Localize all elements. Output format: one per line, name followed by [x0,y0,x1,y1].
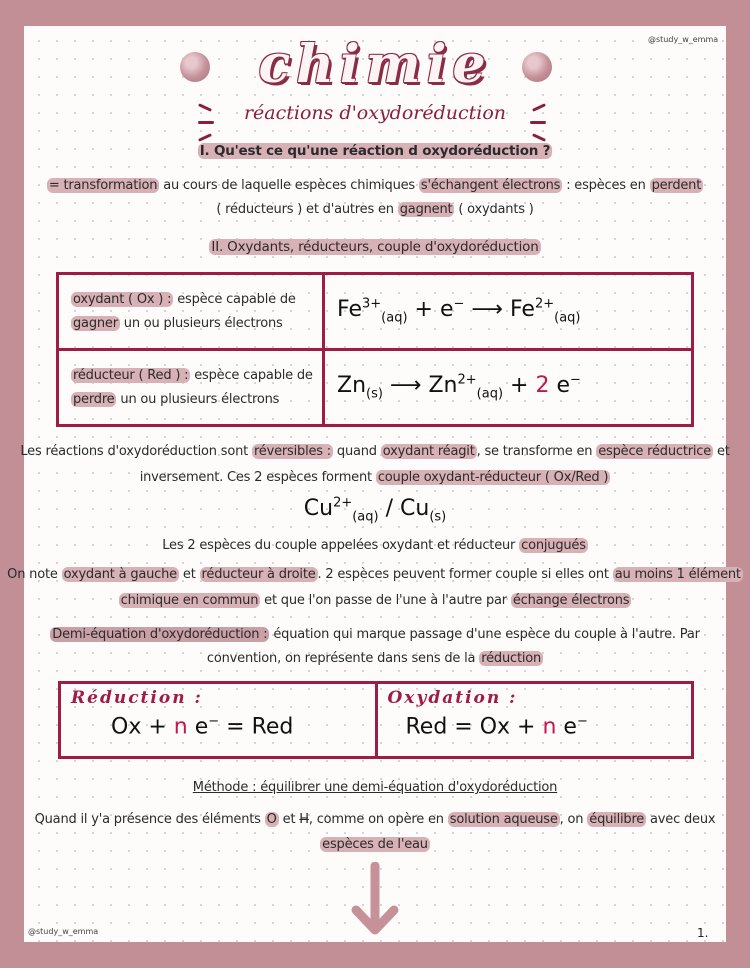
text: inversement. Ces 2 espèces forment [139,470,376,485]
state: (aq) [381,310,408,326]
oxydation-title: Oxydation : [387,688,518,708]
oxidant-definition-cell [58,274,324,350]
text: espèce capable de [173,292,296,307]
text: un ou plusieurs électrons [116,392,280,407]
text: ( réducteurs ) et d'autres en [216,202,398,217]
text: et [278,812,300,827]
definition-table [56,272,694,427]
arrow-icon: ⟶ [382,373,429,399]
half-equation-boxes [58,681,694,759]
watermark-bottom: @study_w_emma [28,927,99,936]
para4-line2 [0,651,750,666]
text: équation qui marque passage d'une espèce du couple à l'autre. Par [269,627,700,642]
text: un ou plusieurs électrons [119,316,283,331]
method-line1 [0,812,750,827]
electron: + e [407,297,454,323]
text: espèce capable de [190,368,313,383]
coefficient: n [542,714,557,740]
down-arrow-icon [348,862,402,938]
highlight: chimique en commun [120,593,259,608]
section2-heading-text: II. Oxydants, réducteurs, couple d'oxydoréduction [211,239,539,255]
charge: − [453,297,465,313]
page-number: 1. [697,926,709,940]
oxydation-formula [388,714,682,739]
charge: − [576,714,588,729]
text: , on [559,812,588,827]
highlight: espèce réductrice [598,444,712,459]
reduction-title: Réduction : [71,688,203,708]
highlight: échange électrons [512,593,630,608]
state: (s) [429,509,447,525]
para2 [0,538,750,553]
para1-line1 [0,444,750,459]
highlight: réduction [481,651,542,666]
electron: e [187,714,209,740]
text: convention, on représente dans sens de la [206,651,480,666]
method-line2 [0,837,750,852]
table-row [58,274,693,350]
highlight: conjugués [521,538,586,553]
highlight: réducteur à droite [201,567,316,582]
oxidant-half-equation [337,297,581,326]
highlight: oxydant à gauche [63,567,177,582]
text: ( oxydants ) [454,202,534,217]
highlight: Demi-équation d'oxydoréduction : [52,627,268,642]
highlight: gagnent [399,202,453,217]
couple-formula-row [0,496,750,525]
para1-line2 [0,470,750,485]
text: Ox + [111,714,174,740]
species: Zn [428,373,458,399]
highlight: solution aqueuse [449,812,558,827]
text: , se transforme en [476,444,597,459]
highlight: s'échangent électrons [420,178,561,193]
table-row [58,350,693,426]
text: et que l'on passe de l'une à l'autre par [260,593,511,608]
coefficient: 2 [535,373,550,399]
oxidant-def-line2 [71,316,283,331]
highlight: perdent [651,178,702,193]
text: et [178,567,200,582]
text: Les réactions d'oxydoréduction sont [20,444,252,459]
charge: − [569,373,581,389]
charge: − [208,714,220,729]
reduction-box [60,683,377,758]
reducer-half-equation [337,373,581,402]
text: , comme on opère en [308,812,448,827]
text: : espèces en [562,178,650,193]
text: Quand il y'a présence des éléments [34,812,265,827]
reducer-formula-cell [324,350,693,426]
text: Les 2 espèces du couple appelées oxydant et réducteur [162,538,520,553]
text: On note [7,567,62,582]
watermark-top: @study_w_emma [648,35,719,44]
highlight: = transformation [48,178,158,193]
coefficient: n [173,714,188,740]
species: Cu [400,496,430,522]
state: (aq) [554,310,581,326]
highlight: au moins 1 élément [614,567,741,582]
highlight: gagner [73,316,118,331]
charge: 2+ [333,496,353,511]
species: Cu [303,496,334,522]
species: Fe [509,297,535,323]
para3-line2 [0,593,750,608]
highlight: réversibles : [253,444,331,459]
species: Zn [337,373,367,399]
state: (aq) [352,509,379,525]
plus: + [503,373,536,399]
highlight: oxydant réagit [382,444,475,459]
text: = Red [219,714,294,740]
charge: 2+ [457,373,477,389]
state: (s) [366,386,383,402]
electron: e [549,373,570,399]
oxidant-term: oxydant ( Ox ) : [73,292,172,307]
section2-heading [0,239,750,255]
para3-line1 [0,567,750,582]
copper-couple-formula [303,496,447,525]
reducer-def-line2 [71,392,279,407]
species: Fe [337,297,362,323]
text: H [299,812,309,827]
highlight: espèces de l'eau [322,837,428,852]
highlight: perdre [73,392,115,407]
charge: 3+ [362,297,382,313]
text: Red = Ox + [405,714,543,740]
page-subtitle: réactions d'oxydoréduction [243,102,507,124]
separator: / [378,496,401,522]
electron: e [556,714,577,740]
text: au cours de laquelle espèces chimiques [159,178,419,193]
arrow-icon: ⟶ [464,297,510,323]
charge: 2+ [534,297,555,313]
text: quand [332,444,381,459]
oxydation-box [376,683,693,758]
reducer-definition-cell [58,350,324,426]
reduction-formula [71,714,365,739]
text: avec deux [646,812,716,827]
state: (aq) [476,386,504,402]
section1-heading-text: I. Qu'est ce qu'une réaction d oxydoréduction ? [199,143,551,159]
table-row [60,683,693,758]
method-heading: Méthode : équilibrer une demi-équation d'oxydoréduction [192,780,558,795]
para4-line1 [0,627,750,642]
reducer-term: réducteur ( Red ) : [73,368,189,383]
text: . 2 espèces peuvent former couple si elles ont [317,567,613,582]
highlight: équilibre [589,812,645,827]
oxidant-formula-cell [324,274,693,350]
section1-line1 [0,178,750,193]
highlight: O [266,812,277,827]
page-title: chimie [258,34,492,95]
section1-heading [0,143,750,159]
highlight: couple oxydant-réducteur ( Ox/Red ) [377,470,609,485]
text: et [713,444,730,459]
section1-line2 [0,202,750,217]
